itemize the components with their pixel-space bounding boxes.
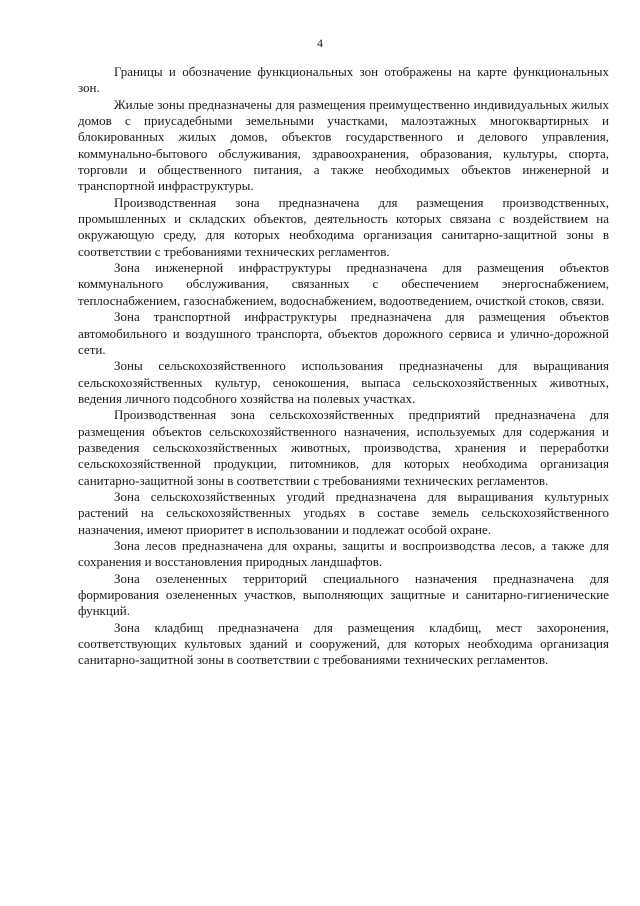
paragraph-industrial-zone: Производственная зона предназначена для размещения производственных, промышленных и складских объектов, деятельность которых связана с воздействием на окружающую среду, для которых необходима организация санитарно-защитной зоны в соответствии с требованиями технических регламентов.: [78, 194, 609, 259]
paragraph-residential-zones: Жилые зоны предназначены для размещения преимущественно индивидуальных жилых домов с приусадебными земельными участками, малоэтажных многоквартирных и блокированных жилых домов, объектов государственного и делового управления, коммунально-бытового обслуживания, здравоохранения, образования, культуры, спорта, торговли и общественного питания, а также необходимых объектов инженерной и транспортной инфраструктуры.: [78, 96, 609, 194]
paragraph-cemetery-zone: Зона кладбищ предназначена для размещения кладбищ, мест захоронения, соответствующих культовых зданий и сооружений, для которых необходима организация санитарно-защитной зоны в соответствии с требованиями технических регламентов.: [78, 619, 609, 668]
paragraph-engineering-infrastructure-zone: Зона инженерной инфраструктуры предназначена для размещения объектов коммунального обслуживания, связанных с обеспечением энергоснабжением, теплоснабжением, газоснабжением, водоснабжением, водоотведением, очисткой стоков, связи.: [78, 260, 609, 308]
document-body: [78, 64, 609, 669]
paragraph-agricultural-use-zones: Зоны сельскохозяйственного использования предназначены для выращивания сельскохозяйственных культур, сенокошения, выпаса сельскохозяйственных животных, ведения личного подсобного хозяйства на полевых участках.: [78, 358, 609, 406]
paragraph-zone-boundaries: Границы и обозначение функциональных зон отображены на карте функциональных зон.: [78, 64, 609, 96]
paragraph-agricultural-lands-zone: Зона сельскохозяйственных угодий предназначена для выращивания культурных растений на сельскохозяйственных угодьях в составе земель сельскохозяйственного назначения, имеют приоритет в использовании и подлежат особой охране.: [78, 488, 609, 537]
paragraph-agricultural-enterprises-zone: Производственная зона сельскохозяйственных предприятий предназначена для размещения объектов сельскохозяйственного назначения, используемых для содержания и разведения сельскохозяйственных животных, производства, хранения и переработки сельскохозяйственной продукции, питомников, для которых необходима организация санитарно-защитной зоны в соответствии с требованиями технических регламентов.: [78, 407, 609, 488]
paragraph-forest-zone: Зона лесов предназначена для охраны, защиты и воспроизводства лесов, а также для сохранения и восстановления природных ландшафтов.: [78, 537, 609, 570]
page-number: 4: [317, 36, 323, 50]
paragraph-green-areas-zone: Зона озелененных территорий специального назначения предназначена для формирования озелененных участков, выполняющих защитные и санитарно-гигиенические функций.: [78, 570, 609, 619]
paragraph-transport-infrastructure-zone: Зона транспортной инфраструктуры предназначена для размещения объектов автомобильного и воздушного транспорта, объектов дорожного сервиса и улично-дорожной сети.: [78, 309, 609, 357]
